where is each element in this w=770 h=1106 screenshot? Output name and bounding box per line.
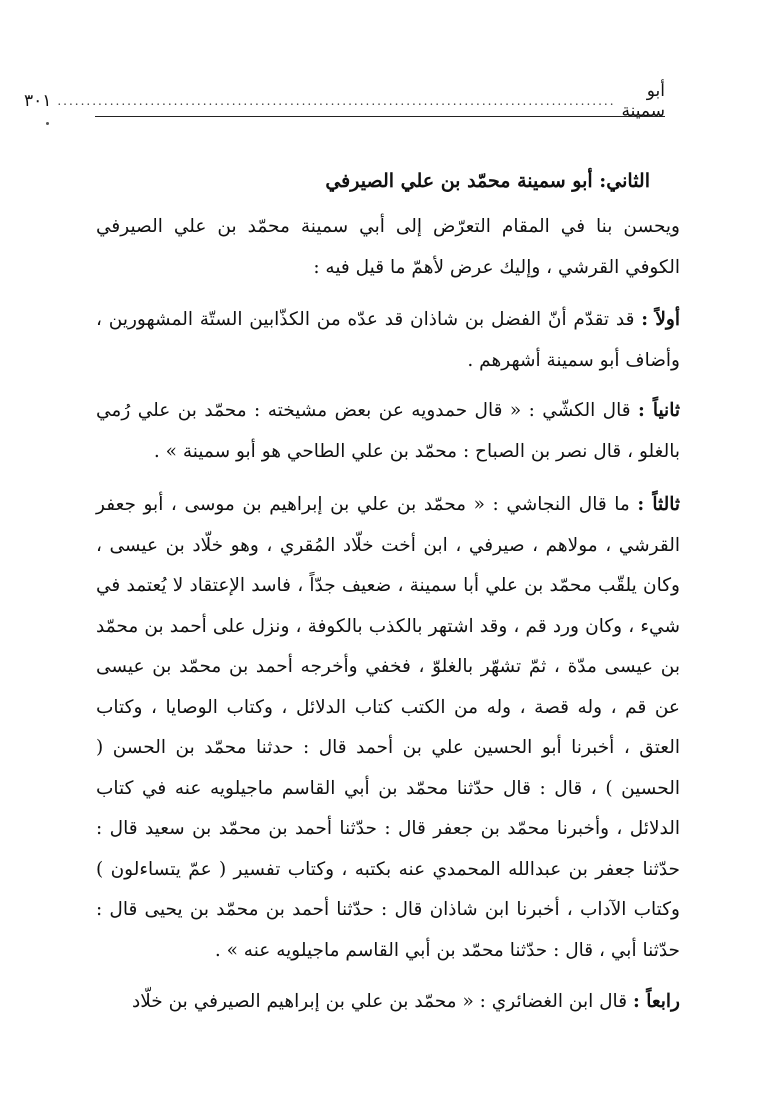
intro-line-1: ويحسن بنا في المقام التعرّض إلى أبي سمينة محمّد بن علي الصيرفي الكوفي bbox=[96, 216, 680, 278]
second-paragraph bbox=[96, 391, 680, 472]
first-label: أولاً : bbox=[641, 309, 680, 330]
third-label: ثالثاً : bbox=[637, 494, 680, 515]
third-line-6: قصة ، وله من الكتب كتاب الدلائل ، وكتاب الوصايا ، وكتاب العتق ، أخبرنا أبو bbox=[96, 696, 680, 758]
third-line-10: بكتبه ، وكتاب تفسير ( عمّ يتساءلون ) وكتاب الآداب ، أخبرنا ابن شاذان قال : bbox=[96, 858, 680, 920]
third-line-12: أبي القاسم ماجيلويه عنه » . bbox=[214, 939, 431, 961]
section-title: الثاني: أبو سمينة محمّد بن علي الصيرفي bbox=[325, 170, 650, 192]
third-line-11: حدّثنا أحمد بن محمّد بن يحيى قال : حدّثنا أبي ، قال : حدّثنا محمّد بن bbox=[96, 899, 680, 961]
header-leader-dots: ................................................................................................ bbox=[57, 94, 616, 108]
third-line-3: يلقّب محمّد بن علي أبا سمينة ، ضعيف جدّاً ، فاسد الإعتقاد لا يُعتمد في شيء ، bbox=[96, 575, 680, 637]
first-line-1: قد تقدّم أنّ الفضل بن شاذان قد عدّه من الكذّابين الستّة المشهورين ، bbox=[96, 309, 635, 330]
second-line-2: بالغلو ، قال نصر بن الصباح : محمّد بن علي الطاحي هو أبو سمينة » . bbox=[153, 440, 680, 462]
fourth-label: رابعاً : bbox=[632, 991, 680, 1012]
intro-line-2: القرشي ، وإليك عرض لأهمّ ما قيل فيه : bbox=[313, 256, 620, 278]
second-line-1: قال الكشّي : « قال حمدويه عن بعض مشيخته : محمّد بن علي رُمي bbox=[96, 400, 631, 421]
intro-paragraph bbox=[96, 207, 680, 288]
third-line-5: مدّة ، ثمّ تشهّر بالغلوّ ، فخفي وأخرجه أحمد بن محمّد بن عيسى عن قم ، وله bbox=[96, 656, 680, 718]
third-line-7: الحسين علي بن أحمد قال : حدثنا محمّد بن الحسن ( الحسين ) ، قال : قال حدّثنا bbox=[96, 737, 680, 799]
third-line-4: وكان ورد قم ، وقد اشتهر بالكذب بالكوفة ، ونزل على أحمد بن محمّد بن عيسى bbox=[96, 615, 680, 677]
third-line-8: محمّد بن أبي القاسم ماجيلويه عنه في كتاب الدلائل ، وأخبرنا محمّد بن جعفر bbox=[96, 777, 680, 839]
third-line-2: القرشي ، مولاهم ، صيرفي ، ابن أخت خلّاد المُقري ، وهو خلّاد بن عيسى ، وكان bbox=[96, 534, 680, 596]
fourth-line-1: قال ابن الغضائري : « محمّد بن علي بن إبراهيم الصيرفي بن خلّاد bbox=[132, 991, 628, 1012]
page-number: ٣٠١ bbox=[23, 91, 52, 111]
third-line-9: قال : حدّثنا أحمد بن محمّد بن سعيد قال : حدّثنا جعفر بن عبدالله المحمدي عنه bbox=[96, 818, 680, 880]
first-paragraph bbox=[96, 300, 680, 381]
running-header bbox=[23, 81, 665, 121]
third-paragraph bbox=[96, 485, 680, 971]
running-title: أبو سمينة bbox=[621, 81, 665, 121]
fourth-paragraph bbox=[96, 982, 680, 1023]
third-line-1: ما قال النجاشي : « محمّد بن علي بن إبراهيم بن موسى ، أبو جعفر bbox=[96, 494, 630, 515]
scan-speck bbox=[46, 122, 49, 125]
second-label: ثانياً : bbox=[638, 400, 680, 421]
first-line-2: وأضاف أبو سمينة أشهرهم . bbox=[467, 349, 680, 371]
